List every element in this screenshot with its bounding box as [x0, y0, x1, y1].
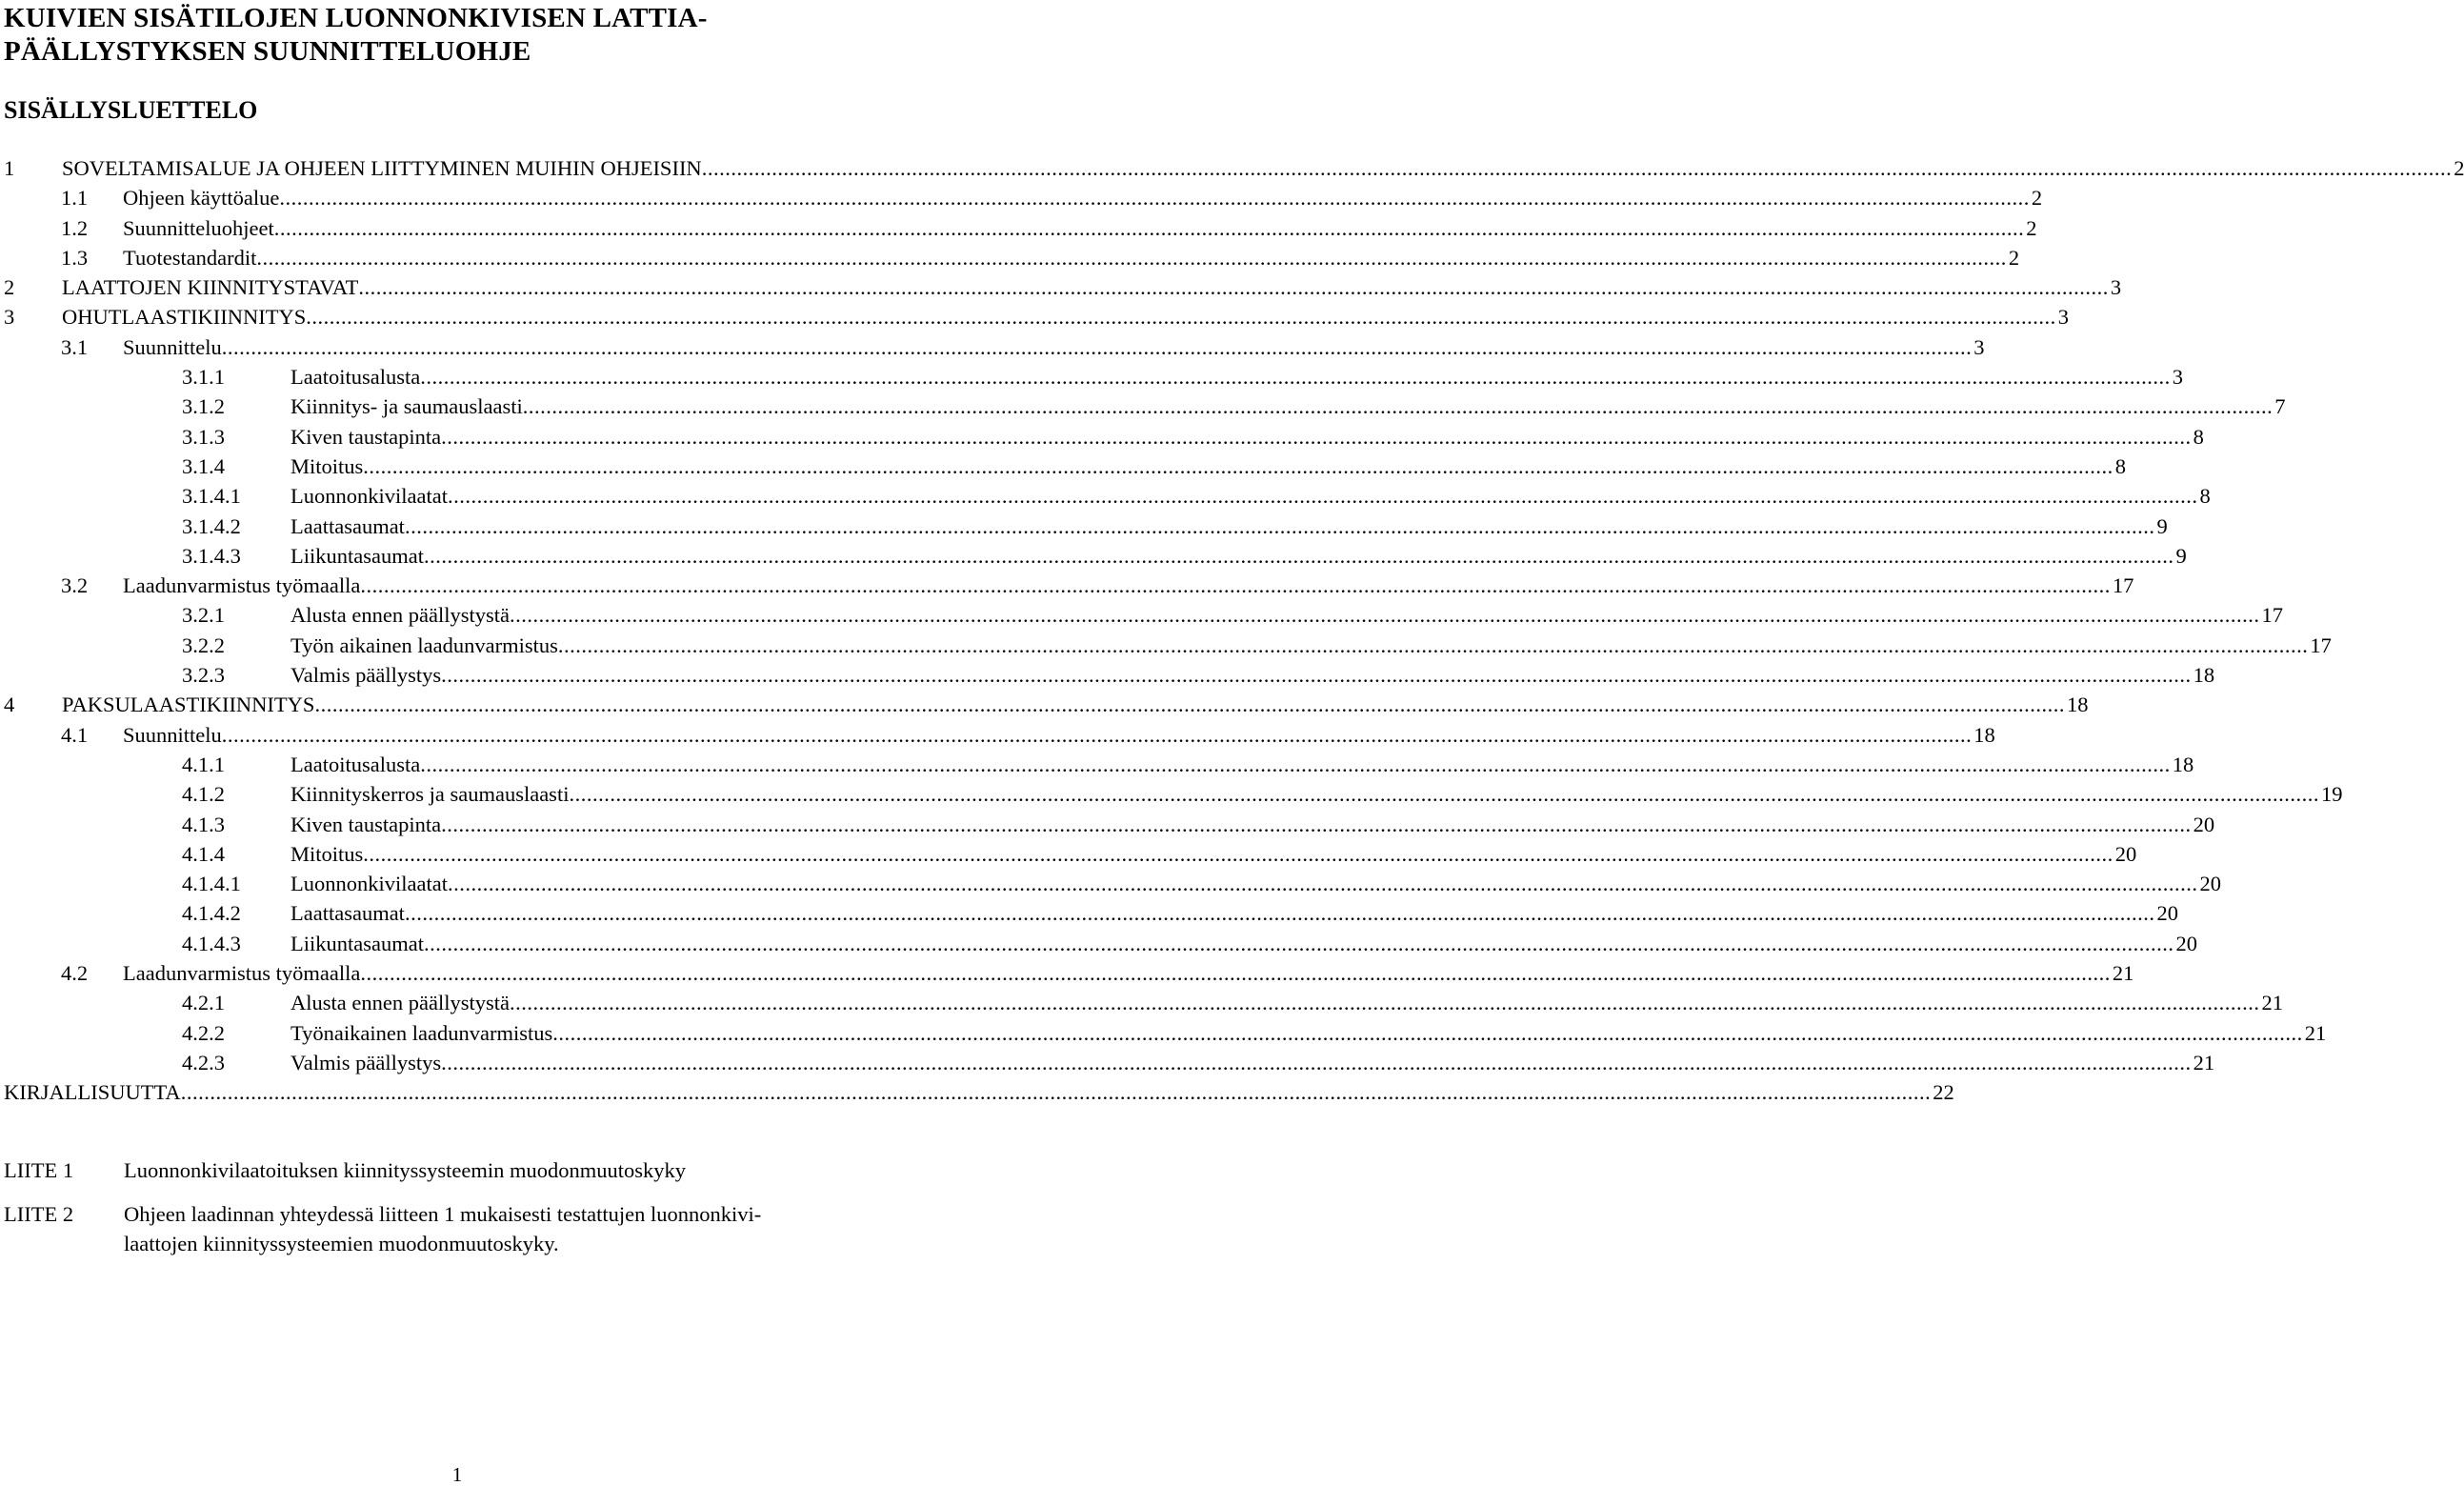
toc-entry-label: Laatoitusalusta — [290, 365, 421, 390]
toc-entry-line — [290, 422, 2204, 452]
toc-entry[interactable] — [4, 810, 2215, 839]
toc-entry-page: 20 — [2156, 901, 2178, 926]
toc-entry-label: Laadunvarmistus työmaalla — [123, 961, 361, 986]
toc-entry-page: 8 — [2199, 484, 2211, 509]
toc-entry[interactable] — [4, 213, 2037, 243]
toc-dot-leader: ............................................................................................................................................................................................................................................................................................................ — [363, 841, 2113, 866]
toc-entry-number: 4.1.1 — [182, 752, 225, 776]
toc-entry-label: Laatoitusalusta — [290, 752, 421, 776]
toc-dot-leader: ............................................................................................................................................................................................................................................................................................................ — [221, 334, 1973, 359]
toc-dot-leader: ............................................................................................................................................................................................................................................................................................................ — [221, 722, 1973, 747]
toc-entry-page: 3 — [1973, 334, 1985, 359]
toc-entry-page: 18 — [2066, 693, 2089, 717]
toc-entry-label: Kiinnityskerros ja saumauslaasti — [290, 782, 570, 807]
toc-entry[interactable] — [4, 690, 2089, 719]
toc-entry-line — [62, 690, 2089, 719]
toc-entry-label: Laattasaumat — [290, 513, 405, 538]
toc-dot-leader: ............................................................................................................................................................................................................................................................................................................ — [509, 991, 2260, 1015]
toc-entry-number: 3.2 — [61, 573, 89, 598]
toc-dot-leader: ............................................................................................................................................................................................................................................................................................................ — [447, 484, 2198, 509]
toc-entry-line — [290, 1018, 2327, 1048]
toc-entry-page: 21 — [2261, 991, 2283, 1015]
toc-entry-line — [290, 481, 2211, 511]
toc-entry-line — [290, 839, 2137, 869]
toc-entry[interactable] — [4, 481, 2211, 511]
toc-dot-leader: ............................................................................................................................................................................................................................................................................................................ — [420, 752, 2171, 776]
toc-dot-leader: ............................................................................................................................................................................................................................................................................................................ — [441, 424, 2192, 449]
toc-dot-leader: ............................................................................................................................................................................................................................................................................................................ — [279, 186, 2030, 211]
toc-entry[interactable] — [4, 720, 1995, 750]
toc-entry-label: Suunnittelu — [123, 334, 222, 359]
toc-entry-page: 21 — [2304, 1020, 2327, 1045]
toc-entry[interactable] — [4, 929, 2197, 958]
toc-entry-page: 8 — [2193, 424, 2204, 449]
toc-entry-number: 1.1 — [61, 186, 89, 211]
toc-dot-leader: ............................................................................................................................................................................................................................................................................................................ — [552, 1020, 2303, 1045]
toc-dot-leader: ............................................................................................................................................................................................................................................................................................................ — [441, 663, 2192, 688]
toc-entry-label: Laadunvarmistus työmaalla — [123, 573, 361, 598]
toc-entry-line — [123, 332, 1985, 362]
toc-dot-leader: ............................................................................................................................................................................................................................................................................................................ — [569, 782, 2319, 807]
toc-entry-line — [290, 660, 2215, 690]
toc-entry-number: 1.3 — [61, 245, 89, 270]
table-of-contents — [4, 153, 2464, 1108]
toc-entry[interactable] — [4, 452, 2127, 481]
toc-entry-line — [290, 929, 2197, 958]
toc-entry-page: 9 — [2156, 513, 2168, 538]
toc-entry[interactable] — [4, 302, 2069, 331]
toc-entry-number: 3.1.4.3 — [182, 543, 241, 568]
toc-dot-leader: ............................................................................................................................................................................................................................................................................................................ — [404, 513, 2155, 538]
toc-entry[interactable] — [4, 839, 2137, 869]
appendix-2-text-line-2: laattojen kiinnityssysteemien muodonmuutoskyky. — [124, 1232, 559, 1255]
toc-entry-number: 4.1.4.1 — [182, 872, 241, 896]
toc-entry-page: 18 — [1973, 722, 1995, 747]
toc-entry-line — [290, 988, 2283, 1017]
toc-entry-number: 3.2.3 — [182, 663, 225, 688]
toc-dot-leader: ............................................................................................................................................................................................................................................................................................................ — [557, 633, 2309, 657]
toc-entry-number: 4.1.4.3 — [182, 931, 241, 955]
toc-entry-number: 3.1.2 — [182, 394, 225, 419]
toc-entry-number: 3 — [4, 305, 15, 330]
toc-entry-label: Mitoitus — [290, 453, 364, 478]
toc-entry-label: Liikuntasaumat — [290, 543, 424, 568]
toc-entry-label: Kiven taustapinta — [290, 812, 442, 836]
toc-entry-line — [290, 512, 2168, 541]
toc-entry-label: Suunnitteluohjeet — [123, 215, 274, 240]
toc-entry-number: 3.1.1 — [182, 365, 225, 390]
toc-entry-line — [123, 958, 2134, 988]
toc-entry-label: Luonnonkivilaatat — [290, 872, 448, 896]
toc-entry-number: 4.1.4 — [182, 841, 225, 866]
toc-entry-label: Suunnittelu — [123, 722, 222, 747]
toc-entry-line — [290, 452, 2127, 481]
toc-entry-line — [290, 750, 2194, 779]
toc-entry[interactable] — [4, 332, 1985, 362]
page-number: 1 — [451, 1463, 463, 1486]
appendix-2-text-line-1: Ohjeen laadinnan yhteydessä liitteen 1 mukaisesti testattujen luonnonkivi- — [124, 1202, 762, 1226]
appendix-2-text — [124, 1199, 886, 1258]
appendix-2 — [4, 1199, 899, 1258]
toc-entry-line — [290, 779, 2343, 809]
toc-dot-leader: ............................................................................................................................................................................................................................................................................................................ — [180, 1080, 1932, 1105]
toc-entry-page: 22 — [1933, 1080, 1954, 1105]
toc-entry-number: 1.2 — [61, 215, 89, 240]
toc-entry-number: 3.2.1 — [182, 603, 225, 628]
toc-entry[interactable] — [4, 272, 2122, 302]
toc-entry-page: 21 — [2112, 961, 2134, 986]
toc-entry-number: 4.1.3 — [182, 812, 225, 836]
toc-entry-number: 4.2.3 — [182, 1050, 225, 1074]
toc-entry[interactable] — [4, 869, 2221, 898]
toc-entry-line — [290, 898, 2178, 928]
toc-entry[interactable] — [4, 1018, 2327, 1048]
toc-dot-leader: ............................................................................................................................................................................................................................................................................................................ — [423, 931, 2174, 955]
toc-dot-leader: ............................................................................................................................................................................................................................................................................................................ — [358, 275, 2109, 300]
toc-entry-page: 20 — [2199, 872, 2221, 896]
toc-entry-line — [290, 869, 2221, 898]
toc-entry-line — [290, 392, 2286, 421]
toc-entry-page: 2 — [2454, 156, 2464, 180]
toc-entry-page: 3 — [2172, 365, 2183, 390]
toc-dot-leader: ............................................................................................................................................................................................................................................................................................................ — [701, 156, 2453, 180]
toc-entry[interactable] — [4, 631, 2332, 660]
toc-entry[interactable] — [4, 362, 2183, 392]
toc-dot-leader: ............................................................................................................................................................................................................................................................................................................ — [441, 812, 2192, 836]
toc-entry-label: Kiinnitys- ja saumauslaasti — [290, 394, 523, 419]
toc-entry[interactable] — [4, 571, 2134, 600]
toc-entry-page: 20 — [2114, 841, 2137, 866]
toc-dot-leader: ............................................................................................................................................................................................................................................................................................................ — [423, 543, 2174, 568]
toc-dot-leader: ............................................................................................................................................................................................................................................................................................................ — [404, 901, 2155, 926]
toc-entry-page: 9 — [2175, 543, 2187, 568]
toc-dot-leader: ............................................................................................................................................................................................................................................................................................................ — [273, 215, 2025, 240]
toc-entry[interactable] — [4, 750, 2194, 779]
toc-entry-page: 19 — [2320, 782, 2343, 807]
toc-entry-number: 3.1.3 — [182, 424, 225, 449]
toc-entry-line — [123, 213, 2037, 243]
toc-entry[interactable] — [4, 600, 2283, 630]
toc-entry-line — [290, 541, 2187, 571]
toc-entry-label: SOVELTAMISALUE JA OHJEEN LIITTYMINEN MUIHIN OHJEISIIN — [62, 156, 702, 180]
toc-entry[interactable] — [4, 958, 2134, 988]
toc-entry[interactable] — [4, 1048, 2215, 1077]
toc-entry-page: 2 — [2008, 245, 2020, 270]
toc-entry-number: 4.1 — [61, 722, 89, 747]
toc-entry-number: 4.1.4.2 — [182, 901, 241, 926]
toc-entry-label: Tuotestandardit — [123, 245, 257, 270]
toc-entry-label: PAKSULAASTIKIINNITYS — [62, 693, 315, 717]
toc-entry-number: 4.2 — [61, 961, 89, 986]
toc-entry-page: 2 — [2031, 186, 2043, 211]
toc-entry-line — [62, 272, 2122, 302]
toc-dot-leader: ............................................................................................................................................................................................................................................................................................................ — [441, 1050, 2192, 1074]
document-title — [4, 2, 708, 69]
toc-entry-page: 21 — [2193, 1050, 2215, 1074]
toc-entry-page: 2 — [2026, 215, 2037, 240]
toc-entry[interactable] — [4, 512, 2168, 541]
toc-entry-page: 17 — [2112, 573, 2134, 598]
toc-entry-label: Kiven taustapinta — [290, 424, 442, 449]
toc-entry-line — [62, 302, 2069, 331]
toc-entry-number: 3.1.4.2 — [182, 513, 241, 538]
toc-entry-label: Mitoitus — [290, 841, 364, 866]
appendix-1-text: Luonnonkivilaatoituksen kiinnityssysteemin muodonmuutoskyky — [124, 1158, 686, 1182]
toc-entry-number: 4.2.1 — [182, 991, 225, 1015]
toc-dot-leader: ............................................................................................................................................................................................................................................................................................................ — [522, 394, 2274, 419]
toc-entry-label: LAATTOJEN KIINNITYSTAVAT — [62, 275, 359, 300]
toc-entry-number: 1 — [4, 156, 15, 180]
toc-entry-label: Työnaikainen laadunvarmistus — [290, 1020, 553, 1045]
toc-entry-number: 3.1 — [61, 334, 89, 359]
toc-entry-number: 3.1.4 — [182, 453, 225, 478]
toc-entry[interactable] — [4, 183, 2043, 212]
toc-dot-leader: ............................................................................................................................................................................................................................................................................................................ — [447, 872, 2198, 896]
toc-dot-leader: ............................................................................................................................................................................................................................................................................................................ — [360, 573, 2111, 598]
toc-entry[interactable] — [4, 898, 2178, 928]
toc-entry-page: 18 — [2193, 663, 2215, 688]
toc-entry-label: Alusta ennen päällystystä — [290, 991, 510, 1015]
appendix-1 — [4, 1155, 899, 1185]
toc-entry[interactable] — [4, 1077, 1954, 1107]
toc-entry-label: Valmis päällystys — [290, 663, 442, 688]
toc-entry-label: Liikuntasaumat — [290, 931, 424, 955]
toc-entry-line — [290, 600, 2283, 630]
appendix-2-id: LIITE 2 — [4, 1202, 74, 1226]
toc-heading: SISÄLLYSLUETTELO — [4, 96, 258, 124]
toc-entry-page: 20 — [2175, 931, 2197, 955]
toc-entry[interactable] — [4, 541, 2187, 571]
toc-entry-page: 18 — [2172, 752, 2194, 776]
toc-entry-line — [123, 183, 2043, 212]
toc-entry-page: 17 — [2310, 633, 2332, 657]
document-title-line-1: KUIVIEN SISÄTILOJEN LUONNONKIVISEN LATTIA- — [4, 3, 708, 33]
toc-entry-number: 3.1.4.1 — [182, 484, 241, 509]
toc-entry-line — [123, 243, 2020, 272]
toc-entry-page: 7 — [2274, 394, 2286, 419]
toc-dot-leader: ............................................................................................................................................................................................................................................................................................................ — [363, 453, 2113, 478]
toc-entry-line — [4, 1077, 1954, 1107]
appendix-1-id: LIITE 1 — [4, 1158, 74, 1182]
toc-entry-line — [290, 631, 2332, 660]
toc-entry-line — [290, 1048, 2215, 1077]
toc-entry-label: Laattasaumat — [290, 901, 405, 926]
toc-entry-page: 8 — [2114, 453, 2127, 478]
toc-entry-page: 20 — [2193, 812, 2215, 836]
toc-entry-line — [290, 362, 2183, 392]
toc-entry-number: 2 — [4, 275, 15, 300]
toc-dot-leader: ............................................................................................................................................................................................................................................................................................................ — [509, 603, 2260, 628]
toc-entry[interactable] — [4, 422, 2204, 452]
toc-entry-page: 17 — [2261, 603, 2283, 628]
toc-dot-leader: ............................................................................................................................................................................................................................................................................................................ — [360, 961, 2111, 986]
toc-entry[interactable] — [4, 988, 2283, 1017]
toc-entry-number: 4.2.2 — [182, 1020, 225, 1045]
toc-entry-number: 4.1.2 — [182, 782, 225, 807]
toc-entry-label: Alusta ennen päällystystä — [290, 603, 510, 628]
toc-dot-leader: ............................................................................................................................................................................................................................................................................................................ — [306, 305, 2056, 330]
toc-dot-leader: ............................................................................................................................................................................................................................................................................................................ — [314, 693, 2065, 717]
toc-dot-leader: ............................................................................................................................................................................................................................................................................................................ — [256, 245, 2007, 270]
toc-entry-line — [62, 153, 2464, 183]
toc-entry-line — [123, 571, 2134, 600]
toc-entry-label: Työn aikainen laadunvarmistus — [290, 633, 558, 657]
toc-entry-number: 4 — [4, 693, 15, 717]
document-title-line-2: PÄÄLLYSTYKSEN SUUNNITTELUOHJE — [4, 36, 531, 67]
toc-entry-label: KIRJALLISUUTTA — [4, 1080, 181, 1105]
toc-entry-label: OHUTLAASTIKIINNITYS — [62, 305, 307, 330]
toc-entry-label: Valmis päällystys — [290, 1050, 442, 1074]
toc-entry-number: 3.2.2 — [182, 633, 225, 657]
toc-entry-label: Ohjeen käyttöalue — [123, 186, 280, 211]
toc-dot-leader: ............................................................................................................................................................................................................................................................................................................ — [420, 365, 2171, 390]
toc-entry[interactable] — [4, 153, 2464, 183]
toc-entry[interactable] — [4, 392, 2286, 421]
toc-entry[interactable] — [4, 779, 2343, 809]
toc-entry-line — [290, 810, 2215, 839]
toc-entry-label: Luonnonkivilaatat — [290, 484, 448, 509]
toc-entry[interactable] — [4, 243, 2020, 272]
toc-entry-page: 3 — [2057, 305, 2069, 330]
toc-entry-page: 3 — [2110, 275, 2122, 300]
toc-entry-line — [123, 720, 1995, 750]
toc-entry[interactable] — [4, 660, 2215, 690]
